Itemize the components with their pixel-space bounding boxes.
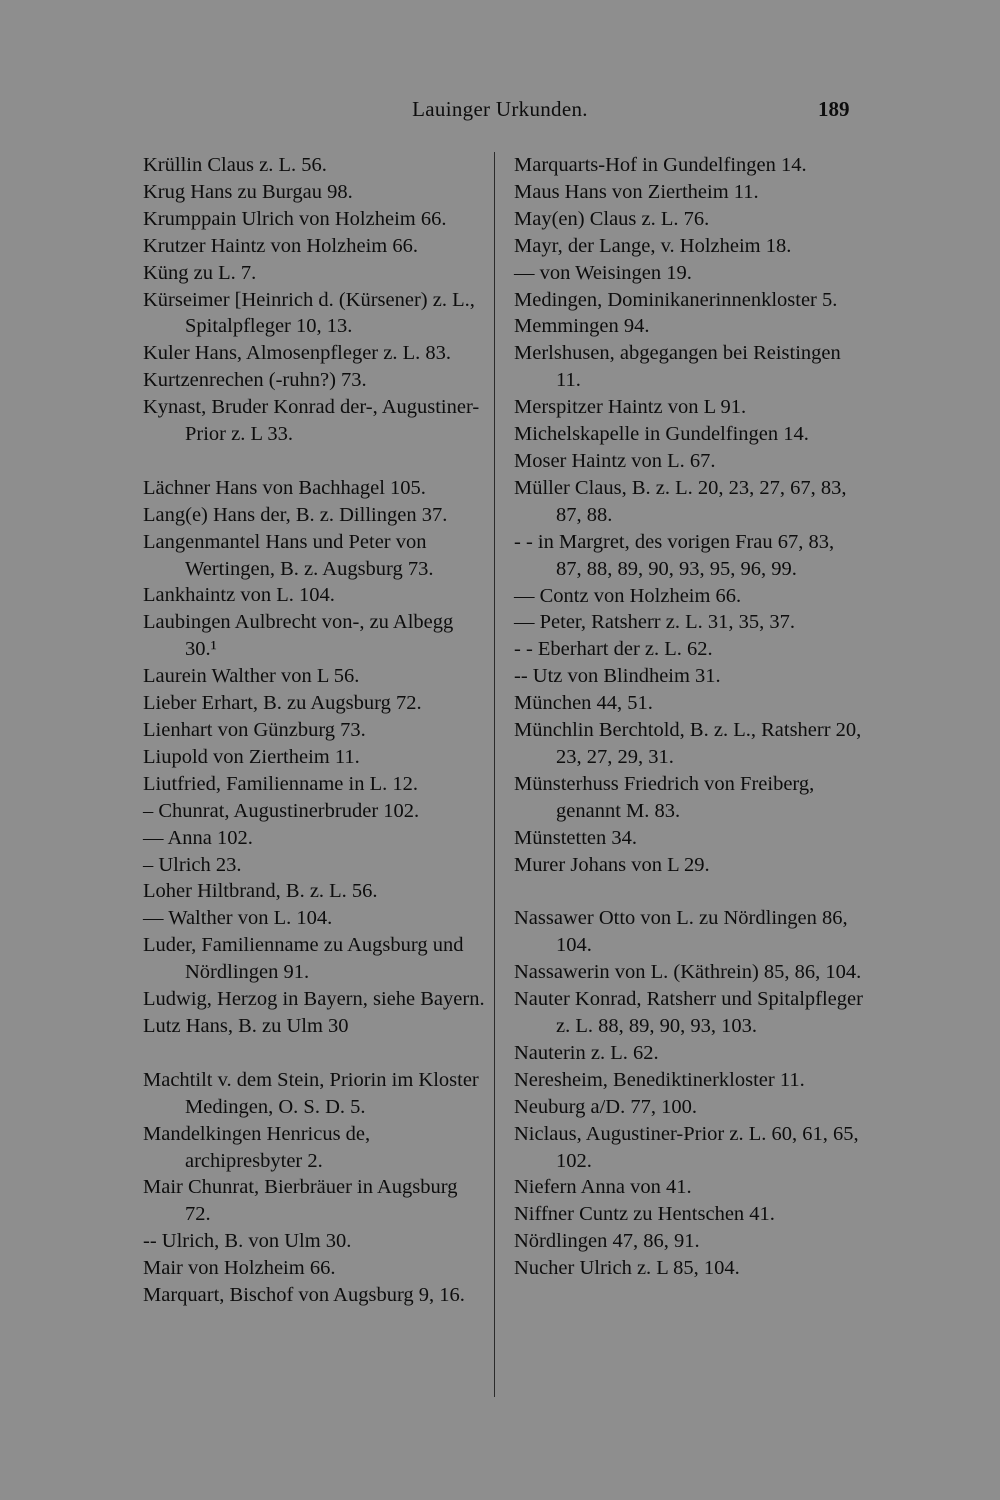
index-entry: -- Ulrich, B. von Ulm 30. <box>143 1230 352 1253</box>
index-entry: Neuburg a/D. 77, 100. <box>514 1095 697 1118</box>
index-entry: — Contz von Holzheim 66. <box>514 584 742 607</box>
column-divider <box>494 152 495 1397</box>
index-entry: – Chunrat, Augustinerbruder 102. <box>143 799 420 822</box>
index-entry: Neresheim, Benediktinerkloster 11. <box>514 1068 805 1091</box>
index-entry: Merlshusen, abgegangen bei Reistingen 11. <box>514 342 841 392</box>
index-entry: Lankhaintz von L. 104. <box>143 584 335 607</box>
index-entry: Nassawerin von L. (Käthrein) 85, 86, 104. <box>514 961 862 984</box>
index-entry: Medingen, Dominikanerinnenkloster 5. <box>514 288 838 311</box>
index-entry: Luder, Familienname zu Augsburg und Nördlingen 91. <box>143 934 464 984</box>
index-entry: Münchlin Berchtold, B. z. L., Ratsherr 20, 23, 27, 29, 31. <box>514 719 862 768</box>
index-entry: Nördlingen 47, 86, 91. <box>514 1230 700 1253</box>
index-entry: Küng zu L. 7. <box>143 261 257 284</box>
index-entry: Machtilt v. dem Stein, Priorin im Kloster Medingen, O. S. D. 5. <box>143 1068 479 1118</box>
index-entry: Mayr, der Lange, v. Holzheim 18. <box>514 234 792 257</box>
index-entry: – Ulrich 23. <box>143 853 242 876</box>
index-entry: Kurtzenrechen (-ruhn?) 73. <box>143 369 367 392</box>
index-entry: Krug Hans zu Burgau 98. <box>143 180 353 203</box>
page-header-title: Lauinger Urkunden. <box>412 97 588 121</box>
index-entry: — Anna 102. <box>143 826 253 849</box>
letter-group-gap <box>143 1040 488 1067</box>
index-entry: Marquarts-Hof in Gundelfingen 14. <box>514 154 807 176</box>
index-column-left <box>143 152 488 1309</box>
index-entry: Kynast, Bruder Konrad der-, Augustiner-Prior z. L 33. <box>143 396 480 446</box>
index-entry: Memmingen 94. <box>514 315 650 338</box>
index-entry: Ludwig, Herzog in Bayern, siehe Bayern. <box>143 988 485 1011</box>
index-entry: Laurein Walther von L 56. <box>143 665 360 688</box>
index-entry: — von Weisingen 19. <box>514 261 692 284</box>
index-entry: Krüllin Claus z. L. 56. <box>143 154 327 176</box>
index-entry: Michelskapelle in Gundelfingen 14. <box>514 423 809 446</box>
index-entry: Mandelkingen Henricus de, archipresbyter 2. <box>143 1122 371 1172</box>
index-entry: — Peter, Ratsherr z. L. 31, 35, 37. <box>514 611 795 634</box>
index-entry: Liupold von Ziertheim 11. <box>143 745 360 768</box>
index-entry: Loher Hiltbrand, B. z. L. 56. <box>143 880 378 903</box>
index-entry: Mair von Holzheim 66. <box>143 1257 336 1280</box>
index-entry: Müller Claus, B. z. L. 20, 23, 27, 67, 83, 87, 88. <box>514 476 847 526</box>
index-entry: Nauter Konrad, Ratsherr und Spitalpfleger z. L. 88, 89, 90, 93, 103. <box>514 988 863 1037</box>
index-entry: Mair Chunrat, Bierbräuer in Augsburg 72. <box>143 1176 458 1226</box>
index-entry: Marquart, Bischof von Augsburg 9, 16. <box>143 1284 465 1307</box>
index-entry: München 44, 51. <box>514 692 653 715</box>
index-entry: Niffner Cuntz zu Hentschen 41. <box>514 1203 775 1226</box>
index-entry: Liutfried, Familienname in L. 12. <box>143 772 418 795</box>
index-entry: Kürseimer [Heinrich d. (Kürsener) z. L., Spitalpfleger 10, 13. <box>143 288 475 338</box>
index-entry: Lang(e) Hans der, B. z. Dillingen 37. <box>143 503 448 526</box>
index-entry: Nucher Ulrich z. L 85, 104. <box>514 1257 740 1280</box>
index-entry: - - Eberhart der z. L. 62. <box>514 638 713 661</box>
letter-group-gap <box>143 448 488 475</box>
index-entry: Lieber Erhart, B. zu Augsburg 72. <box>143 692 422 715</box>
page-number: 189 <box>818 97 850 121</box>
index-entry: Kuler Hans, Almosenpfleger z. L. 83. <box>143 342 451 365</box>
index-entry: Moser Haintz von L. 67. <box>514 449 716 472</box>
index-entry: Murer Johans von L 29. <box>514 853 710 876</box>
index-entry: Merspitzer Haintz von L 91. <box>514 396 747 419</box>
index-entry: — Walther von L. 104. <box>143 907 333 930</box>
index-entry: Niclaus, Augustiner-Prior z. L. 60, 61, 65, 102. <box>514 1122 859 1172</box>
index-entry: -- Utz von Blindheim 31. <box>514 665 721 688</box>
index-entry: Münsterhuss Friedrich von Freiberg, genannt M. 83. <box>514 772 815 822</box>
index-entry: - - in Margret, des vorigen Frau 67, 83, 87, 88, 89, 90, 93, 95, 96, 99. <box>514 530 835 580</box>
index-entry: Niefern Anna von 41. <box>514 1176 692 1199</box>
index-entry: Lienhart von Günzburg 73. <box>143 719 366 742</box>
index-entry: Maus Hans von Ziertheim 11. <box>514 180 759 203</box>
index-entry: Münstetten 34. <box>514 826 637 849</box>
index-entry: Nauterin z. L. 62. <box>514 1041 659 1064</box>
index-entry: Lutz Hans, B. zu Ulm 30 <box>143 1014 349 1037</box>
index-entry: Laubingen Aulbrecht von-, zu Albegg 30.¹ <box>143 611 454 661</box>
index-entry: Krumppain Ulrich von Holzheim 66. <box>143 207 447 230</box>
index-entry: May(en) Claus z. L. 76. <box>514 207 710 230</box>
index-column-right <box>514 152 864 1282</box>
index-entry: Lächner Hans von Bachhagel 105. <box>143 476 426 499</box>
index-entry: Nassawer Otto von L. zu Nördlingen 86, 104. <box>514 907 848 957</box>
index-entry: Langenmantel Hans und Peter von Wertingen, B. z. Augsburg 73. <box>143 530 434 580</box>
index-entry: Krutzer Haintz von Holzheim 66. <box>143 234 418 257</box>
letter-group-gap <box>514 878 864 905</box>
